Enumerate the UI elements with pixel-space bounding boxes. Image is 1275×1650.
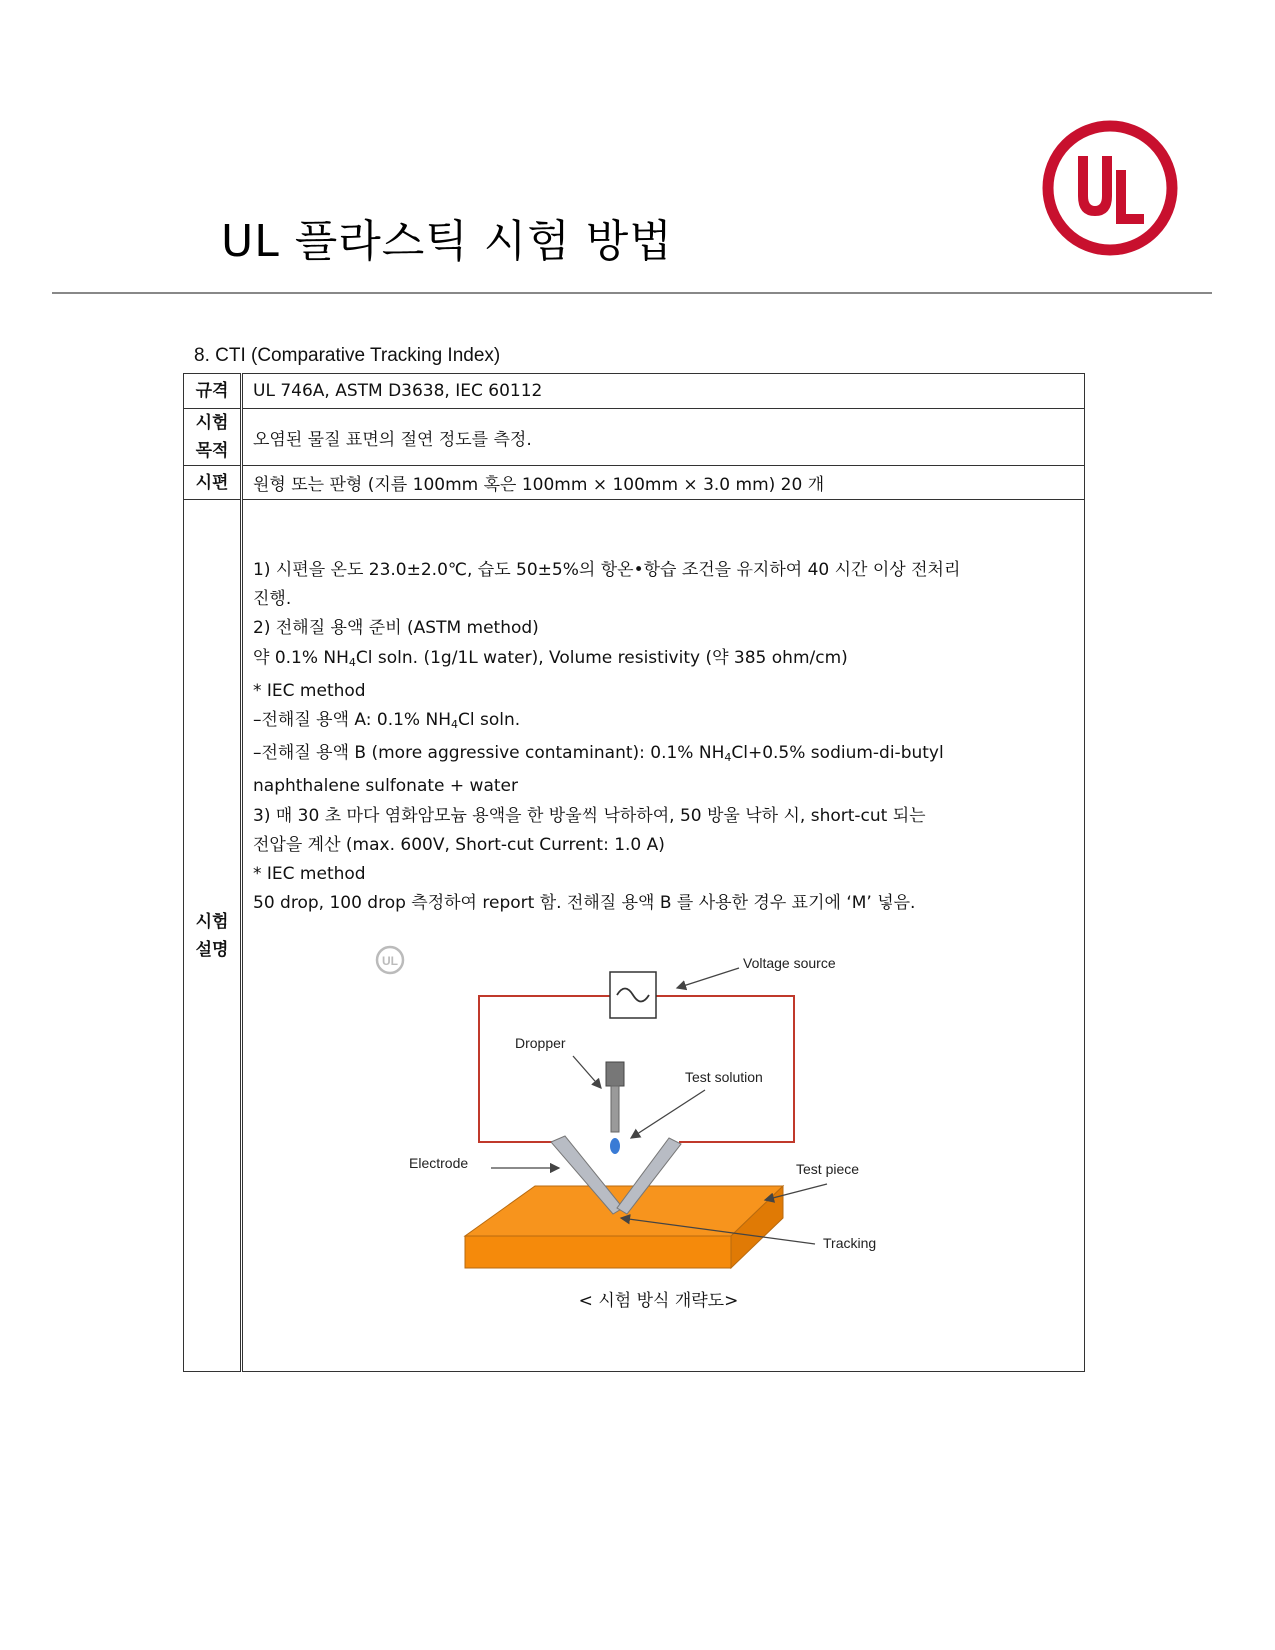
- label-voltage-source: Voltage source: [743, 955, 836, 972]
- cti-spec-table: [183, 373, 1085, 1372]
- desc-text: Cl soln.: [457, 710, 521, 731]
- document-title: UL 플라스틱 시험 방법: [221, 216, 673, 267]
- label-dropper: Dropper: [515, 1035, 566, 1052]
- desc-text: Cl soln. (1g/1L water), Volume resistivity (약 385 ohm/cm): [355, 647, 848, 668]
- desc-line: * IEC method: [253, 680, 366, 701]
- dropper-tube: [611, 1086, 619, 1132]
- desc-line: 2) 전해질 용액 준비 (ASTM method): [253, 618, 539, 639]
- description-body: [243, 500, 1084, 1311]
- subscript: 4: [450, 718, 458, 732]
- subscript: 4: [348, 655, 356, 669]
- label-test-solution: Test solution: [685, 1069, 763, 1086]
- row-value-standard: UL 746A, ASTM D3638, IEC 60112: [242, 374, 1085, 409]
- test-solution-drop: [610, 1138, 620, 1154]
- row-label-description: [184, 500, 242, 1372]
- desc-line: [253, 706, 1074, 739]
- dropper-head: [606, 1062, 624, 1086]
- desc-line: 진행.: [253, 589, 292, 610]
- test-piece-front: [465, 1236, 731, 1268]
- subscript: 4: [724, 751, 732, 765]
- header-divider: [52, 292, 1212, 294]
- diagram-caption: < 시험 방식 개략도>: [578, 1291, 739, 1312]
- desc-line: naphthalene sulfonate + water: [253, 776, 518, 797]
- desc-text: 약 0.1% NH: [253, 647, 349, 668]
- desc-line: 1) 시편을 온도 23.0±2.0℃, 습도 50±5%의 항온•항습 조건을 유지하여 40 시간 이상 전처리: [253, 560, 961, 580]
- watermark-text: UL: [382, 954, 398, 969]
- ul-logo-l: [1116, 170, 1144, 224]
- table-row: [184, 409, 1085, 466]
- purpose-label-line1: 시험: [195, 413, 229, 433]
- desc-text: –전해질 용액 A: 0.1% NH: [253, 710, 451, 731]
- label-test-piece: Test piece: [796, 1161, 860, 1178]
- row-label-purpose: [184, 409, 242, 466]
- desc-line: [253, 644, 1074, 677]
- purpose-label-line2: 목적: [195, 441, 229, 461]
- description-label-line1: 시험: [195, 911, 229, 932]
- desc-line: 3) 매 30 초 마다 염화암모늄 용액을 한 방울씩 낙하하여, 50 방울 낙하 시, short-cut 되는: [253, 805, 926, 826]
- desc-text: –전해질 용액 B (more aggressive contaminant): 0.1% NH: [253, 743, 725, 764]
- row-value-description: [242, 500, 1085, 1372]
- cti-test-diagram: [373, 938, 933, 1278]
- arrow: [631, 1090, 705, 1138]
- row-value-specimen: 원형 또는 판형 (지름 100mm 혹은 100mm × 100mm × 3.0 mm) 20 개: [242, 466, 1085, 500]
- table-row: [184, 500, 1085, 1372]
- desc-line: * IEC method: [253, 864, 366, 885]
- ul-logo-u: [1078, 156, 1112, 216]
- label-tracking: Tracking: [823, 1235, 877, 1252]
- circuit-wire: [479, 996, 610, 1142]
- description-label-line2: 설명: [195, 939, 229, 960]
- table-row: [184, 374, 1085, 409]
- label-electrode: Electrode: [409, 1155, 469, 1172]
- arrow: [573, 1056, 601, 1088]
- row-label-specimen: 시편: [184, 466, 242, 500]
- desc-line: 전압을 계산 (max. 600V, Short-cut Current: 1.0 A): [253, 834, 665, 855]
- desc-text: Cl+0.5% sodium-di-butyl: [731, 743, 944, 764]
- ul-watermark-icon: [377, 947, 403, 973]
- desc-line: [253, 739, 1074, 772]
- row-value-purpose: 오염된 물질 표면의 절연 정도를 측정.: [242, 409, 1085, 466]
- desc-line: 50 drop, 100 drop 측정하여 report 함. 전해질 용액 B 를 사용한 경우 표기에 ‘M’ 넣음.: [253, 893, 916, 914]
- ul-logo: [1040, 118, 1180, 258]
- section-heading: 8. CTI (Comparative Tracking Index): [194, 345, 501, 366]
- table-row: [184, 466, 1085, 500]
- arrow: [677, 968, 739, 988]
- row-label-standard: 규격: [184, 374, 242, 409]
